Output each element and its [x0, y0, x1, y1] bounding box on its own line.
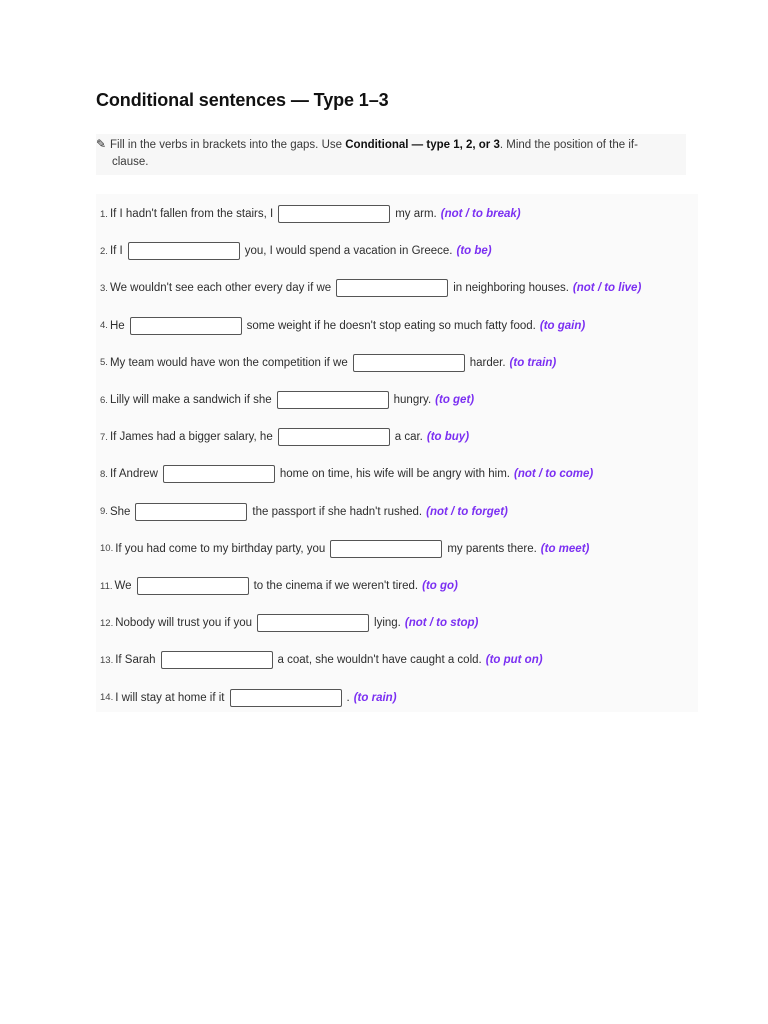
exercise-item [100, 688, 397, 708]
exercise-item [100, 502, 508, 522]
item-number: 5. [100, 357, 108, 369]
exercise-item [100, 613, 478, 633]
exercise-item [100, 427, 469, 447]
exercise-item [100, 241, 492, 261]
verb-hint: (not / to live) [572, 282, 642, 295]
instructions-text-1: Fill in the verbs in brackets into the gaps. Use [110, 139, 346, 151]
item-number: 4. [100, 320, 108, 332]
item-text-before: I will stay at home if it [115, 691, 225, 704]
item-text-after: in neighboring houses. [453, 282, 569, 295]
verb-hint: (to put on) [485, 654, 543, 667]
item-text-after: a car. [394, 431, 423, 444]
item-number: 13. [100, 654, 114, 666]
verb-hint: (not / to forget) [426, 505, 508, 518]
item-text-before: If I [109, 245, 123, 258]
item-text-after: to the cinema if we weren't tired. [253, 580, 419, 592]
verb-hint: (to meet) [540, 542, 590, 555]
item-text-before: If Andrew [109, 468, 158, 481]
exercise-item [100, 576, 458, 596]
answer-input[interactable] [353, 354, 465, 372]
item-number: 12. [100, 617, 114, 629]
item-text-before: She [109, 505, 131, 518]
answer-input[interactable] [130, 317, 242, 335]
item-number: 2. [100, 245, 108, 257]
answer-input[interactable] [137, 577, 249, 595]
item-text-before: My team would have won the competition if we [109, 356, 348, 369]
answer-input[interactable] [135, 503, 247, 521]
exercise-item [100, 204, 521, 224]
item-number: 6. [100, 394, 108, 406]
instructions-bold: Conditional — type 1, 2, or 3 [345, 139, 500, 151]
exercise-item [100, 316, 585, 336]
item-text-before: Nobody will trust you if you [115, 617, 253, 630]
answer-input[interactable] [336, 279, 448, 297]
verb-hint: (not / to come) [513, 468, 594, 481]
verb-hint: (to go) [422, 580, 458, 592]
exercise-item [100, 464, 593, 484]
verb-hint: (to rain) [353, 691, 397, 704]
page-title: Conditional sentences — Type 1–3 [96, 90, 389, 110]
exercise-item [100, 353, 556, 373]
item-text-after: my parents there. [447, 542, 537, 555]
answer-input[interactable] [278, 205, 390, 223]
item-number: 10. [100, 543, 114, 555]
item-number: 14. [100, 692, 114, 704]
answer-input[interactable] [330, 540, 442, 558]
instructions [96, 134, 686, 175]
verb-hint: (to buy) [426, 431, 470, 444]
answer-input[interactable] [277, 391, 389, 409]
item-text-after: you, I would spend a vacation in Greece. [244, 245, 453, 258]
item-number: 7. [100, 431, 108, 443]
verb-hint: (to get) [435, 394, 475, 406]
item-text-before: If James had a bigger salary, he [109, 431, 273, 444]
exercise-item [100, 278, 641, 298]
item-text-after: a coat, she wouldn't have caught a cold. [277, 654, 482, 667]
item-text-before: We [114, 580, 132, 592]
answer-input[interactable] [163, 465, 275, 483]
verb-hint: (not / to stop) [404, 617, 479, 630]
item-text-before: We wouldn't see each other every day if we [109, 282, 332, 295]
item-number: 11. [100, 580, 113, 592]
item-text-after: some weight if he doesn't stop eating so much fatty food. [246, 319, 536, 332]
exercise-list [96, 194, 698, 712]
pencil-icon: ✎ [96, 137, 107, 151]
answer-input[interactable] [257, 614, 369, 632]
item-text-after: my arm. [395, 208, 437, 220]
item-text-before: He [109, 319, 125, 332]
instructions-text-2: . Mind the position of the if- [499, 139, 638, 151]
answer-input[interactable] [230, 689, 342, 707]
item-number: 8. [100, 468, 108, 480]
exercise-item [100, 390, 474, 410]
exercise-item [100, 650, 543, 670]
exercise-item [100, 539, 589, 559]
answer-input[interactable] [161, 651, 273, 669]
item-text-after: lying. [374, 617, 401, 630]
item-text-after: the passport if she hadn't rushed. [252, 505, 423, 518]
verb-hint: (to train) [509, 356, 557, 369]
verb-hint: (not / to break) [440, 208, 521, 220]
item-text-before: Lilly will make a sandwich if she [109, 394, 272, 406]
verb-hint: (to gain) [539, 319, 586, 332]
verb-hint: (to be) [456, 245, 492, 258]
item-text-after: harder. [469, 356, 506, 369]
answer-input[interactable] [128, 242, 240, 260]
item-text-after: hungry. [393, 394, 432, 406]
item-text-after: . [346, 691, 350, 704]
item-text-before: If Sarah [115, 654, 156, 667]
instructions-line-2: clause. [112, 156, 149, 168]
item-number: 1. [100, 208, 108, 220]
item-text-before: If you had come to my birthday party, you [115, 542, 326, 555]
item-text-after: home on time, his wife will be angry with him. [279, 468, 510, 481]
item-number: 9. [100, 506, 108, 518]
item-text-before: If I hadn't fallen from the stairs, I [109, 208, 274, 220]
instructions-line-1 [96, 136, 678, 154]
item-number: 3. [100, 282, 108, 294]
answer-input[interactable] [278, 428, 390, 446]
